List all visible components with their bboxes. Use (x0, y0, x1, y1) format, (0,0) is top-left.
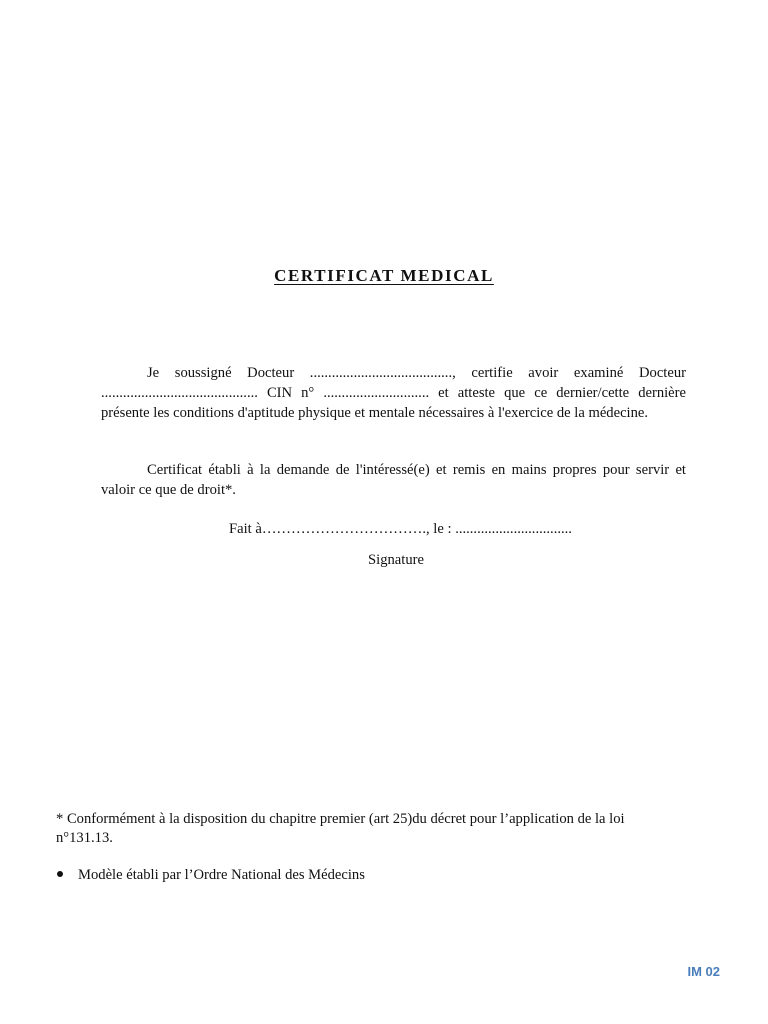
document-code: IM 02 (687, 964, 720, 979)
certification-paragraph: Je soussigné Docteur ......................................., certifie avoir examiné Docteur ........................................... CIN n° ............................. et atteste que ce dernier/cette dernière présente les conditions d'aptitude physique et mentale nécessaires à l'exercice de la médecine. (101, 365, 686, 421)
legal-footnote: * Conformément à la disposition du chapitre premier (art 25)du décret pour l’application de la loi n°131.13. (56, 811, 625, 846)
bullet-item-text: Modèle établi par l’Ordre National des Médecins (78, 867, 365, 883)
signature-label: Signature (368, 552, 424, 568)
bullet-icon (57, 871, 63, 877)
place-date-line: Fait à……………………………., le : ................................ (229, 521, 572, 537)
purpose-paragraph: Certificat établi à la demande de l'intéressé(e) et remis en mains propres pour servir et valoir ce que de droit*. (101, 462, 686, 498)
document-title: CERTIFICAT MEDICAL (274, 266, 494, 285)
bullet-list-item (56, 865, 365, 885)
